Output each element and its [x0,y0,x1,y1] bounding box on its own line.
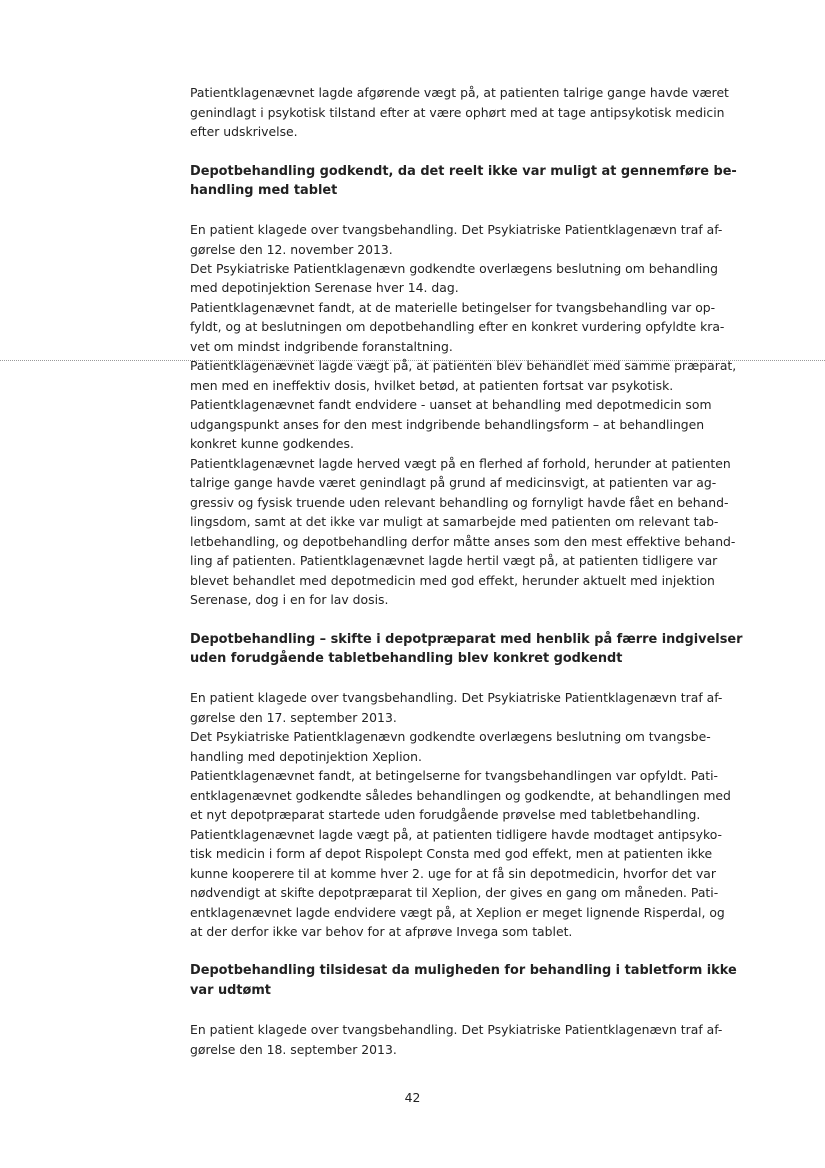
text-line: Det Psykiatriske Patientklagenævn godkendte overlægens beslutning om tvangsbe- [190,729,711,744]
text-line: tisk medicin i form af depot Rispolept Consta med god effekt, men at patienten ikke [190,846,713,861]
text-line: handling med depotinjektion Xeplion. [190,749,422,764]
text-line: gørelse den 17. september 2013. [190,710,397,725]
text-line: gørelse den 12. november 2013. [190,242,393,257]
heading-line: handling med tablet [190,183,338,198]
text-line: En patient klagede over tvangsbehandling. Det Psykiatriske Patientklagenævn traf af- [190,222,723,237]
text-line: kunne kooperere til at komme hver 2. uge for at få sin depotmedicin, hvorfor det var [190,866,716,881]
text-line: Patientklagenævnet lagde herved vægt på en flerhed af forhold, herunder at patienten [190,456,731,471]
heading-line: var udtømt [190,983,271,998]
text-line: fyldt, og at beslutningen om depotbehandling efter en konkret vurdering opfyldte kra- [190,319,725,334]
text-line: efter udskrivelse. [190,124,298,139]
text-line: vet om mindst indgribende foranstaltning. [190,339,453,354]
heading-line: Depotbehandling tilsidesat da muligheden for behandling i tabletform ikke [190,963,737,978]
text-line: Serenase, dog i en for lav dosis. [190,592,389,607]
text-line: entklagenævnet lagde endvidere vægt på, at Xeplion er meget lignende Risperdal, og [190,905,725,920]
text-line: at der derfor ikke var behov for at afprøve Invega som tablet. [190,924,573,939]
text-line: Patientklagenævnet fandt, at de materielle betingelser for tvangsbehandling var op- [190,300,716,315]
text-line: genindlagt i psykotisk tilstand efter at være ophørt med at tage antipsykotisk medicin [190,105,725,120]
text-line: men med en ineffektiv dosis, hvilket betød, at patienten fortsat var psykotisk. [190,378,674,393]
text-line: ling af patienten. Patientklagenævnet lagde hertil vægt på, at patienten tidligere var [190,553,718,568]
heading-line: Depotbehandling – skifte i depotpræparat med henblik på færre indgivelser [190,632,743,647]
text-line: Det Psykiatriske Patientklagenævn godkendte overlægens beslutning om behandling [190,261,719,276]
text-line: med depotinjektion Serenase hver 14. dag. [190,280,459,295]
page-number: 42 [404,1090,421,1105]
text-line: Patientklagenævnet lagde vægt på, at patienten blev behandlet med samme præparat, [190,358,737,373]
text-line: gørelse den 18. september 2013. [190,1042,397,1057]
text-line: letbehandling, og depotbehandling derfor måtte anses som den mest effektive behand- [190,534,736,549]
heading-line: Depotbehandling godkendt, da det reelt ikke var muligt at gennemføre be- [190,164,737,179]
text-line: Patientklagenævnet fandt endvidere - uanset at behandling med depotmedicin som [190,397,712,412]
text-line: entklagenævnet godkendte således behandlingen og godkendte, at behandlingen med [190,788,731,803]
text-line: blevet behandlet med depotmedicin med god effekt, herunder aktuelt med injektion [190,573,715,588]
text-line: Patientklagenævnet lagde vægt på, at patienten tidligere havde modtaget antipsyko- [190,827,722,842]
text-line: En patient klagede over tvangsbehandling. Det Psykiatriske Patientklagenævn traf af- [190,690,723,705]
text-line: Patientklagenævnet fandt, at betingelserne for tvangsbehandlingen var opfyldt. Pati- [190,768,719,783]
text-line: gressiv og fysisk truende uden relevant behandling og fornyligt havde fået en behand- [190,495,729,510]
text-line: konkret kunne godkendes. [190,436,354,451]
text-line: lingsdom, samt at det ikke var muligt at samarbejde med patienten om relevant tab- [190,514,719,529]
text-line: Patientklagenævnet lagde afgørende vægt på, at patienten talrige gange havde været [190,85,729,100]
heading-line: uden forudgående tabletbehandling blev konkret godkendt [190,651,623,666]
text-line: et nyt depotpræparat startede uden forudgående prøvelse med tabletbehandling. [190,807,701,822]
text-line: En patient klagede over tvangsbehandling. Det Psykiatriske Patientklagenævn traf af- [190,1022,723,1037]
text-line: nødvendigt at skifte depotpræparat til Xeplion, der gives en gang om måneden. Pati- [190,885,719,900]
text-line: udgangspunkt anses for den mest indgribende behandlingsform – at behandlingen [190,417,705,432]
text-line: talrige gange havde været genindlagt på grund af medicinsvigt, at patienten var ag- [190,475,717,490]
